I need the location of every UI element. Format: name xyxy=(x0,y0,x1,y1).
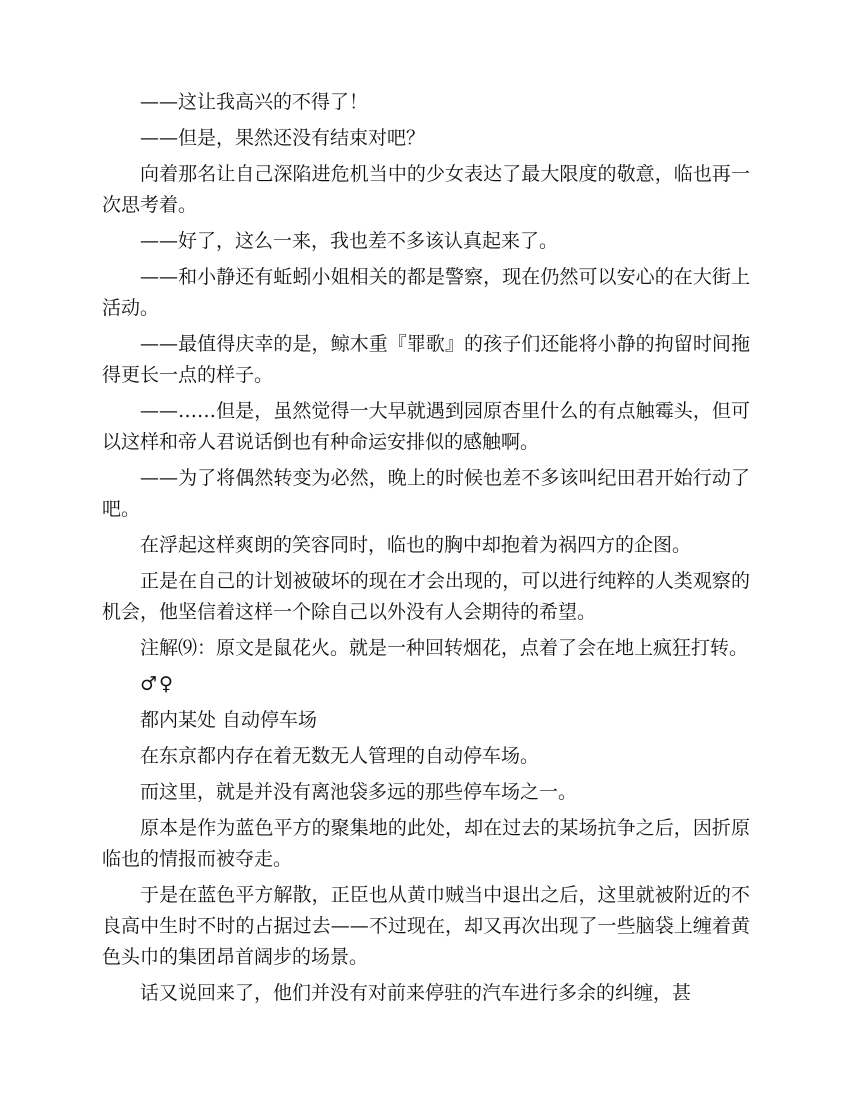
paragraph: 正是在自己的计划被破坏的现在才会出现的，可以进行纯粹的人类观察的机会，他坚信着这样一个除自己以外没有人会期待的希望。 xyxy=(102,570,750,623)
paragraph: 话又说回来了，他们并没有对前来停驻的汽车进行多余的纠缠，甚 xyxy=(140,982,692,1004)
paragraph: ——和小静还有蚯蚓小姐相关的都是警察，现在仍然可以安心的在大街上活动。 xyxy=(102,266,750,319)
paragraph: 于是在蓝色平方解散，正臣也从黄巾贼当中退出之后，这里就被附近的不良高中生时不时的占据过去——不过现在，却又再次出现了一些脑袋上缠着黄色头巾的集团昂首阔步的场景。 xyxy=(102,884,750,968)
paragraph: ——为了将偶然转变为必然，晚上的时候也差不多该叫纪田君开始行动了吧。 xyxy=(102,467,750,520)
paragraph: ——……但是，虽然觉得一大早就遇到园原杏里什么的有点触霉头，但可以这样和帝人君说话倒也有种命运安排似的感触啊。 xyxy=(102,400,750,453)
paragraph: ——这让我高兴的不得了！ xyxy=(140,91,369,113)
paragraph: ——好了，这么一来，我也差不多该认真起来了。 xyxy=(140,230,559,252)
paragraph: 原本是作为蓝色平方的聚集地的此处，却在过去的某场抗争之后，因折原临也的情报而被夺走。 xyxy=(102,817,750,870)
paragraph: 在浮起这样爽朗的笑容同时，临也的胸中却抱着为祸四方的企图。 xyxy=(140,534,692,556)
document-page xyxy=(102,87,750,1014)
paragraph: ——但是，果然还没有结束对吧？ xyxy=(140,127,426,149)
paragraph: 在东京都内存在着无数无人管理的自动停车场。 xyxy=(140,745,540,767)
paragraph: ——最值得庆幸的是，鲸木重『罪歌』的孩子们还能将小静的拘留时间拖得更长一点的样子。 xyxy=(102,333,750,386)
scene-break-symbol: ♂♀ xyxy=(140,673,175,695)
paragraph: 而这里，就是并没有离池袋多远的那些停车场之一。 xyxy=(140,781,578,803)
scene-heading: 都内某处 自动停车场 xyxy=(140,709,318,731)
paragraph: 向着那名让自己深陷进危机当中的少女表达了最大限度的敬意，临也再一次思考着。 xyxy=(102,163,750,216)
footnote: 注解⑼：原文是鼠花火。就是一种回转烟花，点着了会在地上疯狂打转。 xyxy=(140,637,749,659)
